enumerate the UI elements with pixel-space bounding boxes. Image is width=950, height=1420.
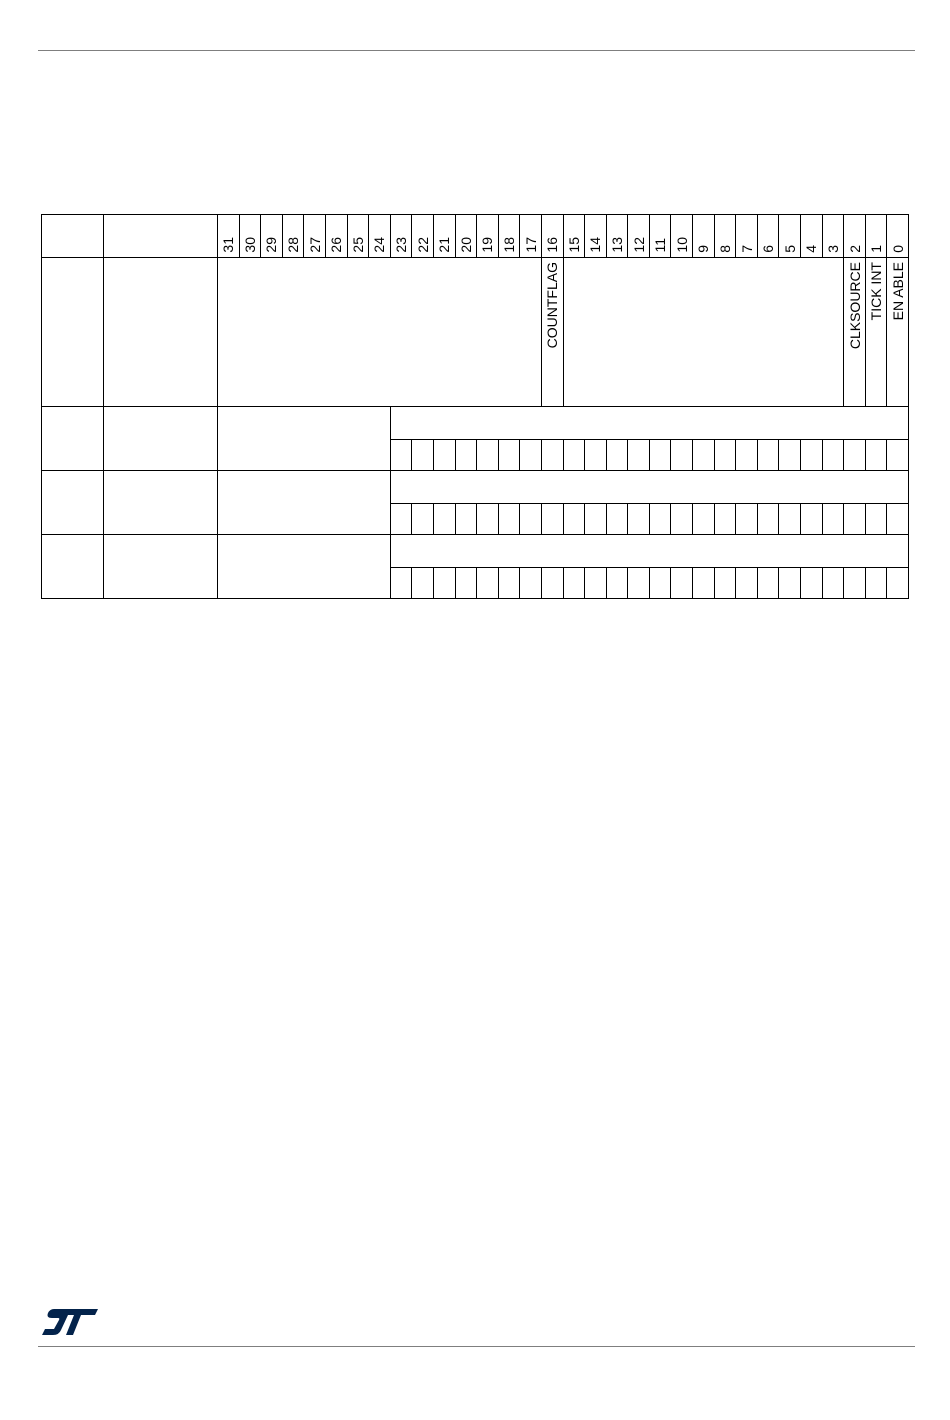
bit-number-row bbox=[42, 215, 909, 258]
bit-value-cell bbox=[455, 504, 477, 535]
offset-cell bbox=[42, 535, 104, 599]
field-tickint: TICK INT bbox=[868, 262, 885, 321]
bit-number: 3 bbox=[824, 245, 841, 253]
register-name-cell bbox=[104, 258, 218, 407]
bit-value-cell bbox=[606, 568, 628, 599]
reserved-block bbox=[218, 471, 391, 535]
bit-number: 16 bbox=[544, 237, 561, 253]
bit-value-cell bbox=[779, 440, 801, 471]
bit-value-cell bbox=[498, 440, 520, 471]
bit-number: 10 bbox=[673, 237, 690, 253]
bit-value-cell bbox=[606, 504, 628, 535]
bit-value-cell bbox=[433, 504, 455, 535]
bit-value-cell bbox=[455, 568, 477, 599]
bit-value-cell bbox=[412, 440, 434, 471]
bit-value-cell bbox=[887, 504, 909, 535]
bit-number: 30 bbox=[241, 237, 258, 253]
bit-number: 24 bbox=[371, 237, 388, 253]
field-enable: EN ABLE bbox=[889, 262, 906, 321]
bit-value-cell bbox=[844, 568, 866, 599]
register-name-cell bbox=[104, 407, 218, 471]
bit-value-cell bbox=[693, 568, 715, 599]
bit-number: 18 bbox=[501, 237, 518, 253]
bit-value-cell bbox=[844, 440, 866, 471]
register-header-cell bbox=[104, 215, 218, 258]
bit-value-cell bbox=[779, 504, 801, 535]
reserved-block bbox=[218, 535, 391, 599]
bit-value-cell bbox=[736, 504, 758, 535]
bit-value-cell bbox=[520, 568, 542, 599]
bit-number: 15 bbox=[565, 237, 582, 253]
bit-value-cell bbox=[477, 568, 499, 599]
bit-value-cell bbox=[433, 440, 455, 471]
bit-value-cell bbox=[865, 504, 887, 535]
field-clksource: CLKSOURCE bbox=[846, 262, 863, 350]
bit-number: 23 bbox=[393, 237, 410, 253]
bit-value-cell bbox=[671, 504, 693, 535]
register-table bbox=[41, 214, 909, 599]
bit-value-cell bbox=[390, 568, 412, 599]
offset-cell bbox=[42, 407, 104, 471]
offset-cell bbox=[42, 258, 104, 407]
bit-value-cell bbox=[541, 568, 563, 599]
bit-value-cell bbox=[822, 504, 844, 535]
reserved-field-high bbox=[218, 258, 542, 407]
register-name-cell bbox=[104, 471, 218, 535]
bit-value-cell bbox=[649, 568, 671, 599]
bit-number: 22 bbox=[414, 237, 431, 253]
bit-number: 5 bbox=[781, 245, 798, 253]
bit-value-cell bbox=[801, 504, 823, 535]
reset-value-label-cell bbox=[390, 471, 908, 504]
offset-header-cell bbox=[42, 215, 104, 258]
bit-number: 12 bbox=[630, 237, 647, 253]
bit-value-cell bbox=[801, 568, 823, 599]
bit-value-cell bbox=[714, 568, 736, 599]
reset-value-label-cell bbox=[390, 535, 908, 568]
field-row bbox=[42, 258, 909, 407]
bit-value-cell bbox=[887, 568, 909, 599]
reset-value-label-cell bbox=[390, 407, 908, 440]
bit-value-cell bbox=[757, 440, 779, 471]
bit-value-cell bbox=[520, 440, 542, 471]
bit-number: 11 bbox=[652, 238, 669, 253]
bit-value-cell bbox=[844, 504, 866, 535]
bit-value-cell bbox=[585, 504, 607, 535]
bit-value-cell bbox=[801, 440, 823, 471]
bit-value-cell bbox=[714, 504, 736, 535]
bit-value-cell bbox=[498, 504, 520, 535]
bit-value-cell bbox=[520, 504, 542, 535]
bit-value-cell bbox=[412, 568, 434, 599]
bit-number: 26 bbox=[328, 237, 345, 253]
bit-number: 19 bbox=[479, 237, 496, 253]
bit-value-cell bbox=[671, 568, 693, 599]
bit-number: 20 bbox=[457, 237, 474, 253]
bit-value-cell bbox=[736, 568, 758, 599]
bit-number: 14 bbox=[587, 237, 604, 253]
bit-value-cell bbox=[585, 440, 607, 471]
bit-number: 7 bbox=[738, 245, 755, 253]
bit-value-cell bbox=[390, 504, 412, 535]
bit-value-cell bbox=[628, 504, 650, 535]
bit-value-cell bbox=[693, 440, 715, 471]
bit-value-cell bbox=[649, 504, 671, 535]
bit-value-cell bbox=[757, 568, 779, 599]
bit-value-cell bbox=[693, 504, 715, 535]
bit-value-cell bbox=[865, 440, 887, 471]
bit-value-cell bbox=[757, 504, 779, 535]
bit-value-cell bbox=[865, 568, 887, 599]
bit-value-cell bbox=[477, 504, 499, 535]
bit-value-cell bbox=[563, 504, 585, 535]
offset-cell bbox=[42, 471, 104, 535]
bit-value-cell bbox=[628, 568, 650, 599]
bit-number: 8 bbox=[716, 245, 733, 253]
bit-value-cell bbox=[477, 440, 499, 471]
bit-number: 1 bbox=[868, 245, 885, 253]
bit-value-cell bbox=[736, 440, 758, 471]
bit-number: 4 bbox=[803, 245, 820, 253]
bit-value-cell bbox=[887, 440, 909, 471]
bit-value-cell bbox=[412, 504, 434, 535]
bit-value-cell bbox=[563, 440, 585, 471]
field-countflag: COUNTFLAG bbox=[544, 262, 561, 349]
bit-value-cell bbox=[649, 440, 671, 471]
bit-value-cell bbox=[606, 440, 628, 471]
bit-value-cell bbox=[779, 568, 801, 599]
bit-value-cell bbox=[541, 440, 563, 471]
bit-value-cell bbox=[671, 440, 693, 471]
bit-number: 21 bbox=[436, 237, 453, 253]
register-row bbox=[42, 407, 909, 440]
bit-number: 31 bbox=[220, 237, 237, 253]
bit-value-cell bbox=[433, 568, 455, 599]
register-row bbox=[42, 535, 909, 568]
bit-number: 2 bbox=[846, 245, 863, 253]
bit-number: 25 bbox=[349, 237, 366, 253]
reserved-block bbox=[218, 407, 391, 471]
bit-number: 27 bbox=[306, 237, 323, 253]
bit-value-cell bbox=[563, 568, 585, 599]
bit-value-cell bbox=[822, 440, 844, 471]
bit-value-cell bbox=[822, 568, 844, 599]
bit-number: 6 bbox=[760, 245, 777, 253]
bit-number: 17 bbox=[522, 237, 539, 253]
bit-value-cell bbox=[455, 440, 477, 471]
bit-value-cell bbox=[498, 568, 520, 599]
bit-number: 9 bbox=[695, 245, 712, 253]
bit-value-cell bbox=[714, 440, 736, 471]
bit-number: 29 bbox=[263, 237, 280, 253]
header-rule bbox=[38, 50, 915, 51]
bit-number: 28 bbox=[285, 237, 302, 253]
bit-value-cell bbox=[585, 568, 607, 599]
reserved-field-low bbox=[563, 258, 844, 407]
register-name-cell bbox=[104, 535, 218, 599]
bit-number: 0 bbox=[889, 245, 906, 253]
register-row bbox=[42, 471, 909, 504]
bit-number: 13 bbox=[608, 237, 625, 253]
bit-value-cell bbox=[390, 440, 412, 471]
bit-value-cell bbox=[628, 440, 650, 471]
st-logo-icon bbox=[40, 1306, 100, 1343]
bit-value-cell bbox=[541, 504, 563, 535]
footer-rule bbox=[38, 1346, 915, 1347]
